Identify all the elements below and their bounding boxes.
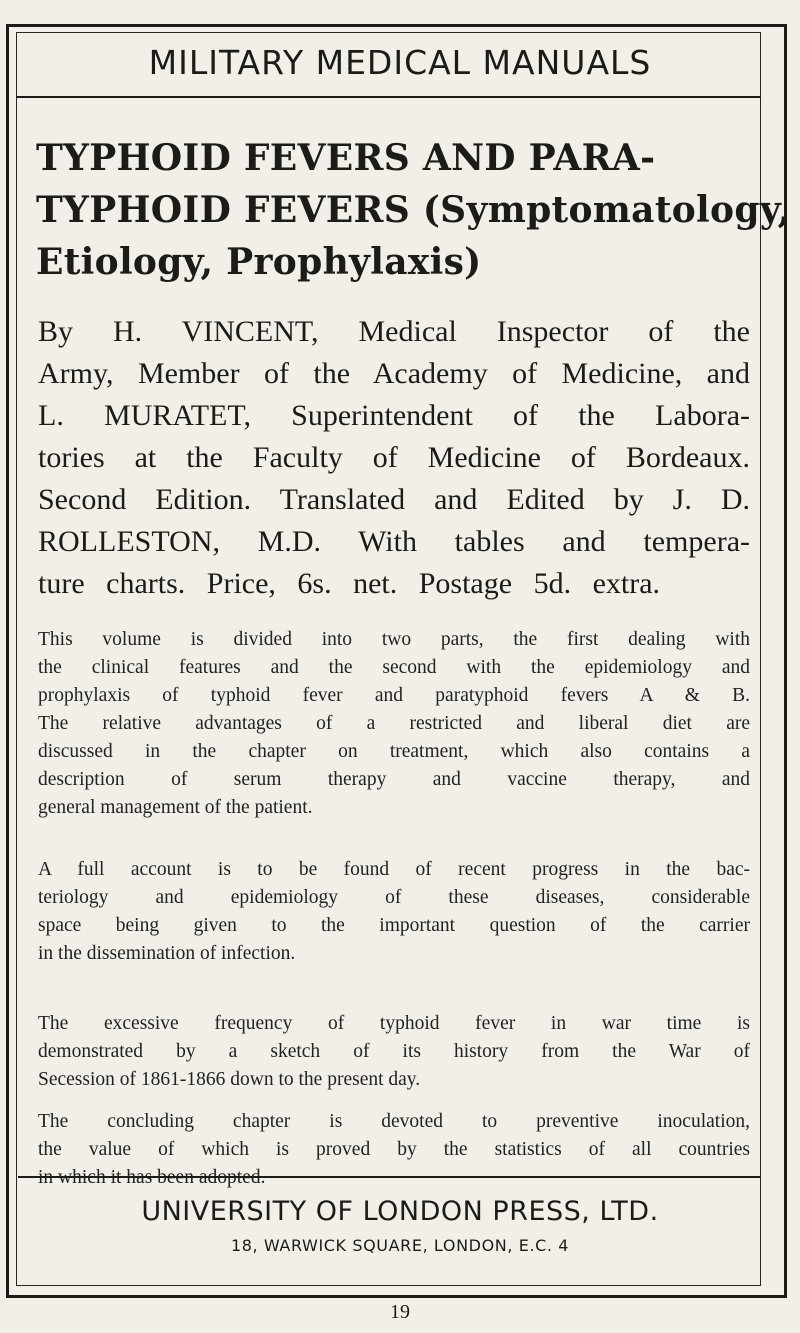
description-paragraph [38,1108,750,1192]
paragraph-line: in which it has been adopted. [38,1167,266,1188]
paragraph-line: discussed in the chapter on treatment, which also contains a [38,741,750,762]
paragraph-line: The excessive frequency of typhoid fever in war time is [38,1013,750,1034]
description-paragraph [38,626,750,822]
byline-line: Second Edition. Translated and Edited by J. D. [38,483,750,516]
book-byline [38,311,750,605]
paragraph-line: This volume is divided into two parts, the first dealing with [38,629,750,650]
description-paragraph [38,856,750,968]
byline-line: ture charts. Price, 6s. net. Postage 5d. extra. [38,567,661,600]
description-paragraph [38,1010,750,1094]
byline-line: L. MURATET, Superintendent of the Labora- [38,399,750,432]
page-number: 19 [390,1301,410,1323]
byline-line: ROLLESTON, M.D. With tables and tempera- [38,525,750,558]
publisher-address: 18, WARWICK SQUARE, LONDON, E.C. 4 [230,1236,570,1255]
paragraph-line: A full account is to be found of recent progress in the bac- [38,859,750,880]
paragraph-line: demonstrated by a sketch of its history from the War of [38,1041,750,1062]
byline-line: By H. VINCENT, Medical Inspector of the [38,315,750,348]
book-title [36,132,791,288]
paragraph-line: Secession of 1861-1866 down to the present day. [38,1069,421,1090]
paragraph-line: teriology and epidemiology of these diseases, considerable [38,887,750,908]
footer-rule [18,1176,760,1178]
byline-line: tories at the Faculty of Medicine of Bordeaux. [38,441,750,474]
byline-line: Army, Member of the Academy of Medicine, and [38,357,750,390]
paragraph-line: space being given to the important question of the carrier [38,915,750,936]
publisher-name: UNIVERSITY OF LONDON PRESS, LTD. [141,1196,659,1227]
series-title: MILITARY MEDICAL MANUALS [148,43,652,82]
paragraph-line: the value of which is proved by the statistics of all countries [38,1139,750,1160]
paragraph-line: general management of the patient. [38,797,313,818]
book-title-line: TYPHOID FEVERS AND PARA- [36,137,656,179]
paragraph-line: prophylaxis of typhoid fever and paratyphoid fevers A & B. [38,685,750,706]
paragraph-line: in the dissemination of infection. [38,943,296,964]
paragraph-line: the clinical features and the second with the epidemiology and [38,657,750,678]
paragraph-line: description of serum therapy and vaccine therapy, and [38,769,750,790]
book-title-line: TYPHOID FEVERS (Symptomatology, [36,189,791,231]
book-title-line: Etiology, Prophylaxis) [36,241,482,283]
paragraph-line: The relative advantages of a restricted and liberal diet are [38,713,750,734]
header-rule [16,96,761,98]
paragraph-line: The concluding chapter is devoted to preventive inoculation, [38,1111,750,1132]
